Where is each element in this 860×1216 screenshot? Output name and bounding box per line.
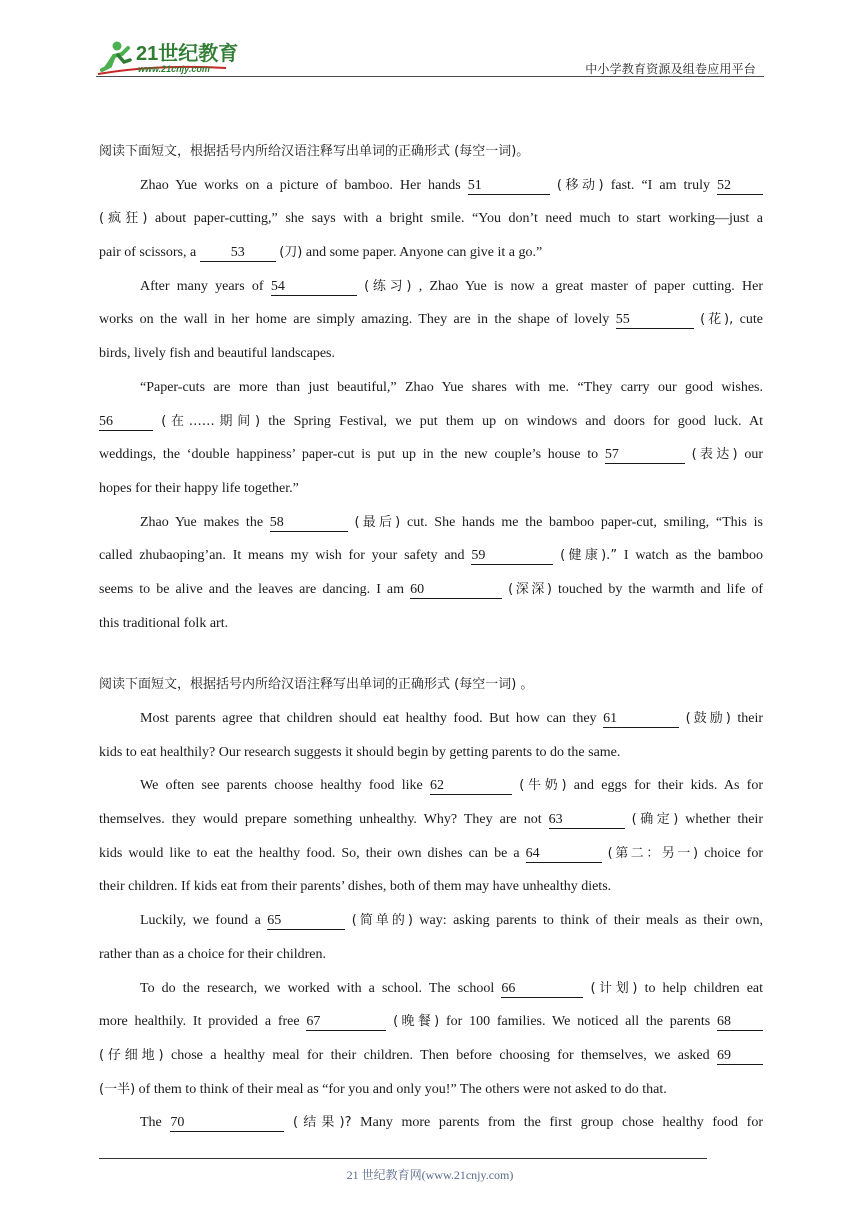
section-gap [99, 640, 763, 668]
s2-p3-line2: rather than as a choice for their children. [99, 946, 327, 962]
blank-56[interactable]: 56 [99, 414, 153, 431]
hint: (表达) [691, 447, 738, 463]
s2-p5-line1 [99, 1106, 763, 1140]
text: Most parents agree that children should eat healthy food. But how can they [140, 711, 597, 726]
text: called zhubaoping’an. It means my wish for your safety and [99, 548, 465, 564]
blank-63[interactable]: 63 [549, 812, 625, 829]
s2-p2-line3 [99, 837, 763, 871]
hint: (结果)? [293, 1115, 352, 1131]
s2-p4-line4 [99, 1073, 763, 1107]
hint: (第二：另一) [607, 845, 699, 861]
s2-p4-line3 [99, 1039, 763, 1073]
text: seems to be alive and the leaves are dancing. I am [99, 581, 405, 597]
text: pair of scissors, a [99, 245, 197, 261]
hint: (最后) [354, 514, 401, 530]
main-content [99, 135, 763, 1140]
hint: (移动) [556, 177, 604, 193]
s1-p2-line1 [99, 270, 763, 304]
section2-instruction: 阅读下面短文，根据括号内所给汉语注释写出单词的正确形式 (每空一词) 。 [99, 677, 534, 693]
hint: (疯狂) [99, 211, 148, 227]
blank-67[interactable]: 67 [306, 1014, 386, 1031]
hint: (在……期间) [161, 413, 261, 429]
blank-54[interactable]: 54 [271, 279, 357, 296]
site-logo[interactable] [96, 38, 266, 78]
text: Zhao Yue works on a picture of bamboo. Her hands [140, 177, 461, 193]
footer-source: 21 世纪教育网(www.21cnjy.com) [346, 1168, 514, 1182]
s1-p1-line2 [99, 202, 763, 236]
hint: (练习) [364, 278, 412, 294]
text: chose a healthy meal for their children. Then before choosing for themselves, we asked [170, 1047, 710, 1063]
s1-p3-line1: “Paper-cuts are more than just beautiful,” Zhao Yue shares with me. “They carry our good wishes. [140, 379, 763, 395]
text: choice for [704, 845, 764, 861]
blank-61[interactable]: 61 [603, 711, 679, 728]
footer-divider [99, 1158, 707, 1159]
text: Many more parents from the first group chose healthy food for [360, 1115, 763, 1131]
text: themselves. they would prepare something unhealthy. Why? They are not [99, 812, 542, 828]
text: way: asking parents to think of their meals as their own, [419, 913, 764, 929]
s1-p3-line3 [99, 438, 763, 472]
hint: (牛奶) [519, 778, 567, 794]
blank-59[interactable]: 59 [471, 548, 553, 565]
blank-52[interactable]: 52 [717, 178, 763, 195]
hint: (健康).” [560, 548, 618, 564]
s2-p2-line4: their children. If kids eat from their parents’ dishes, both of them may have unhealthy diets. [99, 879, 612, 895]
hint: (深深) [508, 581, 552, 597]
s1-p4-line3 [99, 573, 763, 607]
text: After many years of [140, 278, 264, 294]
hint: (鼓励) [685, 711, 731, 726]
text: for 100 families. We noticed all the parents [445, 1014, 711, 1030]
s1-p2-line2 [99, 303, 763, 337]
text: and some paper. Anyone can give it a go.” [305, 245, 543, 261]
blank-64[interactable]: 64 [526, 846, 602, 863]
text: and eggs for their kids. As for [573, 778, 763, 794]
logo-title: 21世纪教育 [136, 43, 239, 65]
s1-p1-line3 [99, 236, 763, 270]
s1-p4-line4: this traditional folk art. [99, 615, 229, 631]
text: their [737, 711, 764, 726]
s1-p4-line1 [99, 506, 763, 540]
platform-name: 中小学教育资源及组卷应用平台 [585, 62, 756, 76]
text: about paper-cutting,” she says with a bright smile. “You don’t need much to start working—just a [155, 211, 764, 227]
blank-58[interactable]: 58 [270, 515, 348, 532]
s1-p1-line1 [99, 169, 763, 203]
text: more healthily. It provided a free [99, 1014, 300, 1030]
section1-instruction: 阅读下面短文，根据括号内所给汉语注释写出单词的正确形式 (每空一词)。 [99, 144, 530, 159]
hint: (计划) [590, 980, 638, 996]
hint: (简单的) [351, 913, 413, 929]
text: cut. She hands me the bamboo paper-cut, smiling, “This is [406, 514, 764, 530]
text: We often see parents choose healthy food like [140, 778, 423, 794]
s1-p4-line2 [99, 539, 763, 573]
hint: (刀) [279, 245, 303, 261]
s2-p4-line2 [99, 1005, 763, 1039]
hint: (仔细地) [99, 1047, 164, 1063]
text: touched by the warmth and life of [558, 581, 764, 597]
hint: (花), [700, 312, 734, 328]
hint: (晚餐) [393, 1014, 440, 1030]
text: fast. “I am truly [610, 177, 710, 193]
header-divider [96, 76, 764, 77]
text: to help children eat [644, 980, 764, 996]
s2-p2-line1 [99, 769, 763, 803]
text: of them to think of their meal as “for you and only you!” The others were not asked to do that. [138, 1081, 667, 1097]
blank-51[interactable]: 51 [468, 178, 550, 195]
s1-p3-line2 [99, 405, 763, 439]
s2-p3-line1 [99, 904, 763, 938]
text: , Zhao Yue is now a great master of paper cutting. Her [418, 278, 764, 294]
blank-69[interactable]: 69 [717, 1048, 763, 1065]
blank-65[interactable]: 65 [267, 913, 345, 930]
blank-66[interactable]: 66 [501, 981, 583, 998]
text: our [744, 447, 764, 463]
s2-p1-line1 [99, 702, 763, 736]
blank-68[interactable]: 68 [717, 1014, 763, 1031]
s2-p1-line2: kids to eat healthily? Our research suggests it should begin by getting parents to do the same. [99, 744, 621, 760]
text: the Spring Festival, we put them up on windows and doors for good luck. At [268, 413, 763, 429]
text: whether their [685, 812, 764, 828]
text: cute [739, 312, 763, 328]
blank-70[interactable]: 70 [170, 1115, 284, 1132]
blank-55[interactable]: 55 [616, 312, 694, 329]
text: Luckily, we found a [140, 913, 261, 929]
text: The [140, 1115, 162, 1131]
blank-62[interactable]: 62 [430, 778, 512, 795]
blank-57[interactable]: 57 [605, 447, 685, 464]
text: works on the wall in her home are simply amazing. They are in the shape of lovely [99, 312, 610, 328]
logo-url: www.21cnjy.com [138, 64, 210, 74]
blank-60[interactable]: 60 [410, 582, 502, 599]
s2-p4-line1 [99, 972, 763, 1006]
s1-p3-line4: hopes for their happy life together.” [99, 480, 299, 496]
text: Zhao Yue makes the [140, 514, 264, 530]
page-header [96, 38, 764, 80]
text: weddings, the ‘double happiness’ paper-cut is put up in the new couple’s house to [99, 447, 599, 463]
text: I watch as the bamboo [623, 548, 763, 564]
text: To do the research, we worked with a school. The school [140, 980, 495, 996]
text: kids would like to eat the healthy food. So, their own dishes can be a [99, 845, 520, 861]
s2-p2-line2 [99, 803, 763, 837]
blank-53[interactable]: 53 [200, 245, 276, 262]
hint: (确定) [631, 812, 679, 828]
s1-p2-line3: birds, lively fish and beautiful landscapes. [99, 346, 335, 362]
hint: (一半) [99, 1081, 136, 1097]
